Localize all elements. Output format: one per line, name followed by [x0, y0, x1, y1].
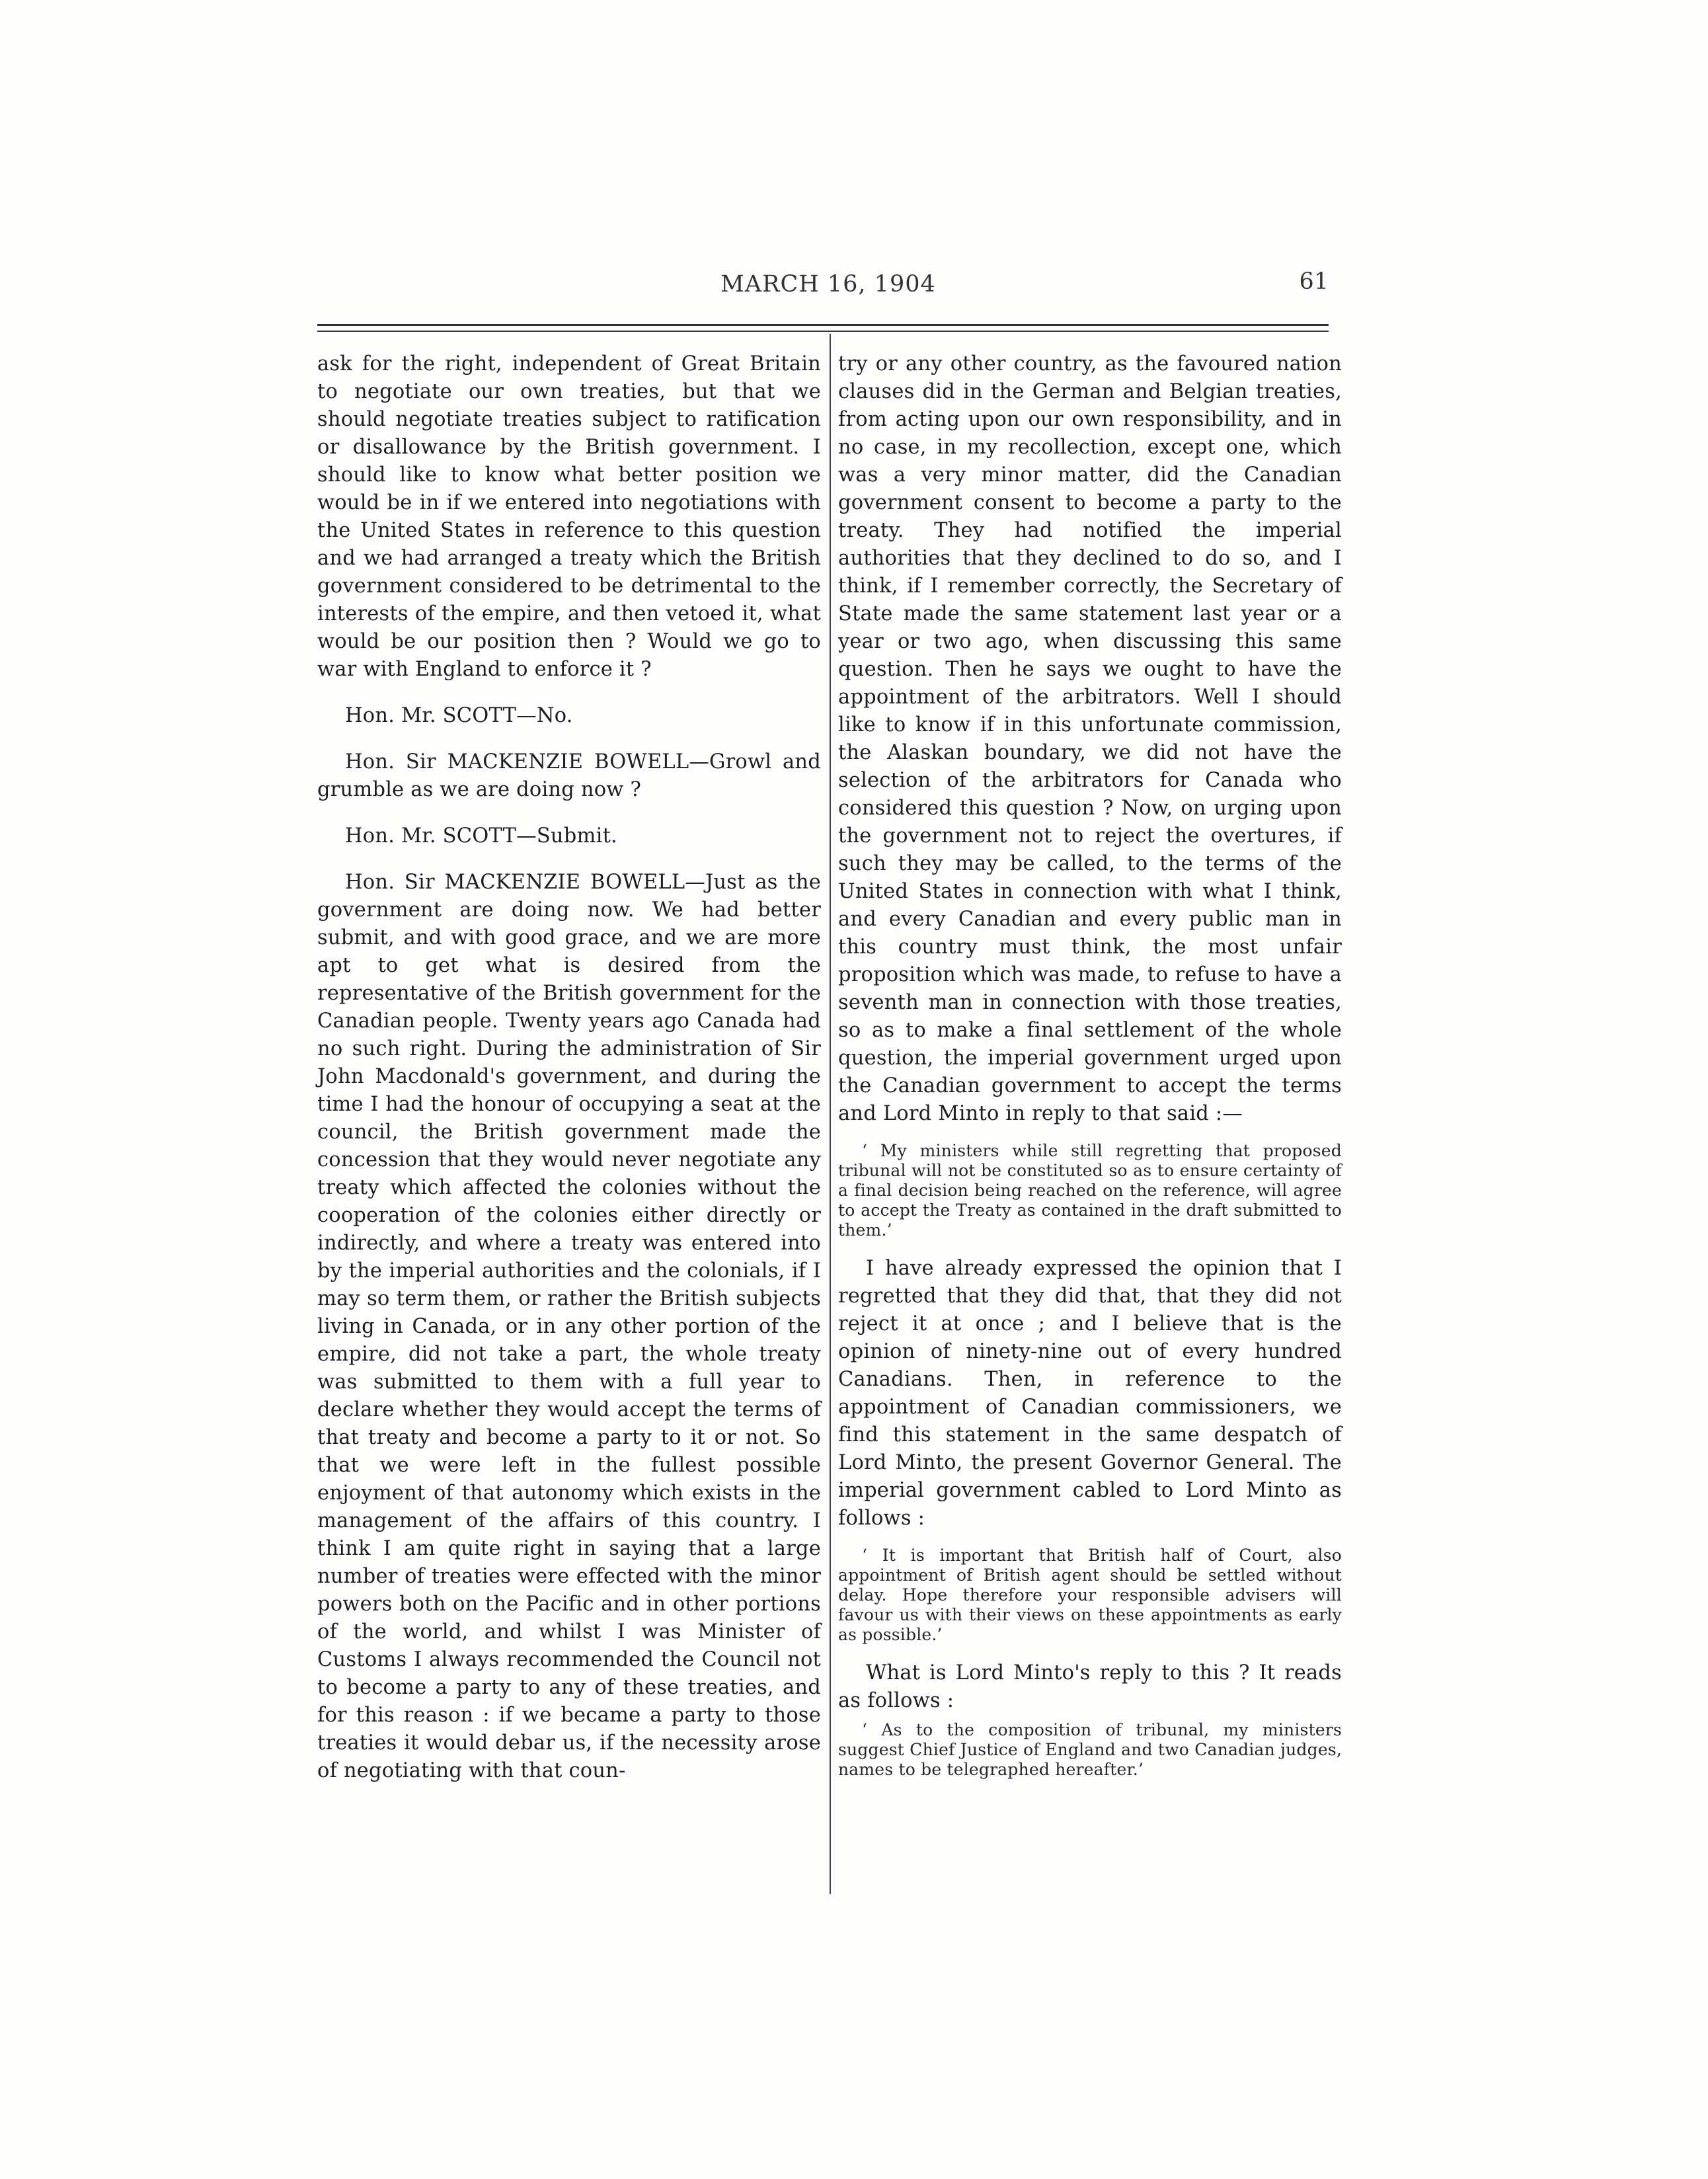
right-paragraph-1: try or any other country, as the favoured nation clauses did in the German and Belgian treaties, from acting upon our own responsibility, and in no case, in my recollection, except one, which was a very minor matter, did the Canadian government consent to become a party to the treaty. They had notified the imperial authorities that they declined to do so, and I think, if I remember correctly, the Secretary of State made the same statement last year or a year or two ago, when discussing this same question. Then he says we ought to have the appointment of the arbitrators. Well I should like to know if in this unfortunate commission, the Alaskan boundary, we did not have the selection of the arbitrators for Canada who considered this question ? Now, on urging upon the government not to reject the overtures, if such they may be called, to the terms of the United States in connection with what I think, and every Canadian and every public man in this country must think, the most unfair proposition which was made, to refuse to have a seventh man in connection with those treaties, so as to make a final settlement of the whole question, the imperial government urged upon the Canadian government to accept the terms and Lord Minto in reply to that said :—	[838, 352, 1342, 1125]
page-number: 61	[1299, 268, 1329, 295]
left-column	[317, 350, 821, 1785]
column-divider	[830, 334, 831, 1894]
speech-bowell-main: Hon. Sir MACKENZIE BOWELL—Just as the government are doing now. We had better submit, and with good grace, and we are more apt to get what is desired from the representative of the British government for the Canadian people. Twenty years ago Canada had no such right. During the administration of Sir John Macdonald's government, and during the time I had the honour of occupying a seat at the council, the British government made the concession that they would never negotiate any treaty which affected the colonies without the cooperation of the colonies either directly or indirectly, and where a treaty was entered into by the imperial authorities and the colonials, if I may so term them, or rather the British subjects living in Canada, or in any other portion of the empire, did not take a part, the whole treaty was submitted to them with a full year to declare whether they would accept the terms of that treaty and become a party to it or not. So that we were left in the fullest possible enjoyment of that autonomy which exists in the management of the affairs of this country. I think I am quite right in saying that a large number of treaties were effected with the minor powers both on the Pacific and in other portions of the world, and whilst I was Minister of Customs I always recommended the Council not to become a party to any of these treaties, and for this reason : if we became a party to those treaties it would debar us, if the necessity arose of negotiating with that coun-	[317, 871, 821, 1782]
right-paragraph-2: I have already expressed the opinion that I regretted that they did that, that they did not reject it at once ; and I believe that is the opinion of ninety-nine out of every hundred Canadians. Then, in reference to the appointment of Canadian commissioners, we find this statement in the same despatch of Lord Minto, the present Governor General. The imperial government cabled to Lord Minto as follows :	[838, 1257, 1342, 1530]
quote-lord-minto-2: ‘ As to the composition of tribunal, my ministers suggest Chief Justice of England and two Canadian judges, names to be telegraphed hereafter.’	[838, 1720, 1342, 1779]
page-date: MARCH 16, 1904	[720, 271, 936, 297]
speech-bowell-growl: Hon. Sir MACKENZIE BOWELL—Growl and grumble as we are doing now ?	[317, 750, 821, 801]
left-paragraph-1: ask for the right, independent of Great Britain to negotiate our own treaties, but that we should negotiate treaties subject to ratification or disallowance by the British government. I should like to know what better position we would be in if we entered into negotiations with the United States in reference to this question and we had arranged a treaty which the British government considered to be detrimental to the interests of the empire, and then vetoed it, what would be our position then ? Would we go to war with England to enforce it ?	[317, 352, 821, 681]
speech-scott-submit: Hon. Mr. SCOTT—Submit.	[345, 824, 617, 848]
quote-imperial-cable: ‘ It is important that British half of Court, also appointment of British agent should be settled without delay. Hope therefore your responsible advisers will favour us with their views on these appointments as early as possible.’	[838, 1546, 1342, 1644]
speech-scott-no: Hon. Mr. SCOTT—No.	[345, 704, 573, 727]
right-column	[838, 350, 1342, 1794]
quote-lord-minto-1: ‘ My ministers while still regretting that proposed tribunal will not be constituted so as to ensure certainty of a final decision being reached on the reference, will agree to accept the Treaty as contained in the draft submitted to them.’	[838, 1141, 1342, 1240]
page-header	[317, 268, 1329, 311]
right-paragraph-3: What is Lord Minto's reply to this ? It reads as follows :	[838, 1661, 1342, 1712]
header-rule-bottom	[317, 331, 1329, 332]
header-rule-top	[317, 324, 1329, 326]
